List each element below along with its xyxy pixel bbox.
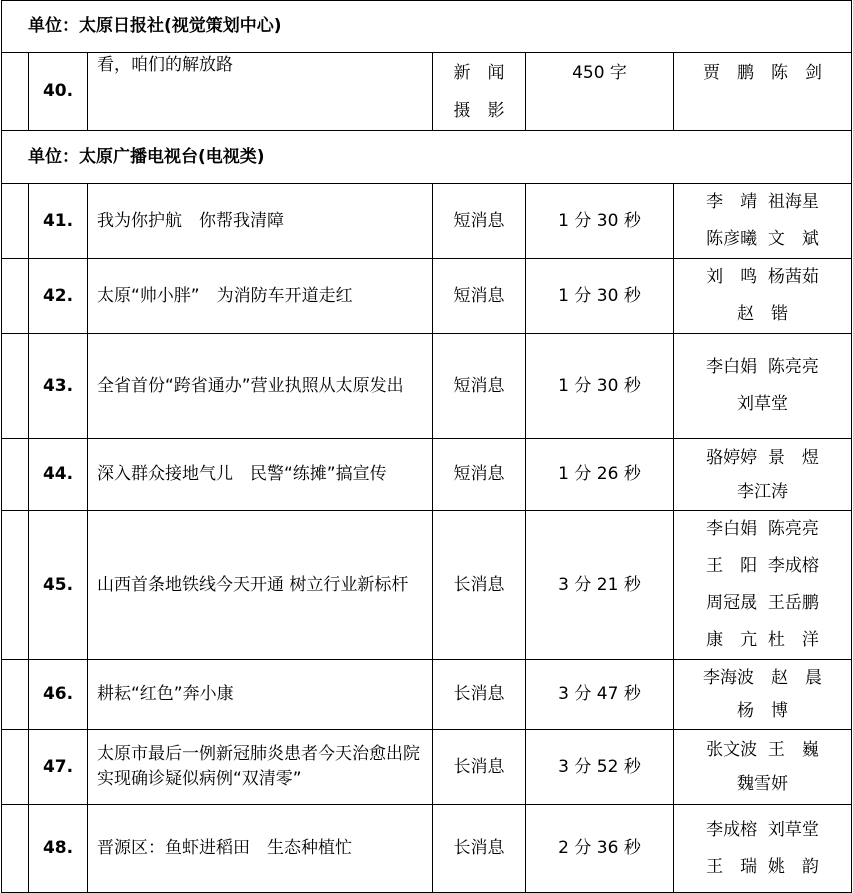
entry-title: 太原“帅小胖” 为消防车开道走红 bbox=[88, 259, 433, 334]
entry-title: 全省首份“跨省通办”营业执照从太原发出 bbox=[88, 334, 433, 439]
entry-title: 深入群众接地气儿 民警“练摊”搞宣传 bbox=[88, 439, 433, 511]
author-line: 骆婷婷 景 煜 bbox=[706, 447, 819, 468]
entry-type: 长消息 bbox=[433, 805, 526, 893]
entry-type: 短消息 bbox=[433, 259, 526, 334]
row-spacer-cell bbox=[2, 184, 29, 259]
entry-type: 短消息 bbox=[433, 334, 526, 439]
entry-authors bbox=[674, 53, 852, 131]
entry-title: 太原市最后一例新冠肺炎患者今天治愈出院 实现确诊疑似病例“双清零” bbox=[88, 730, 433, 805]
row-spacer-cell bbox=[2, 805, 29, 893]
entry-title: 晋源区：鱼虾进稻田 生态种植忙 bbox=[88, 805, 433, 893]
table-row bbox=[2, 53, 852, 131]
award-list-table bbox=[1, 0, 852, 893]
entry-type bbox=[433, 53, 526, 131]
entry-type: 短消息 bbox=[433, 439, 526, 511]
section-header bbox=[2, 1, 852, 53]
entry-number: 44. bbox=[29, 439, 88, 511]
table-row bbox=[2, 439, 852, 511]
entry-type-line: 摄 影 bbox=[453, 100, 505, 121]
author-line: 刘草堂 bbox=[737, 394, 789, 414]
row-spacer-cell bbox=[2, 259, 29, 334]
entry-type: 长消息 bbox=[433, 730, 526, 805]
entry-type: 长消息 bbox=[433, 511, 526, 660]
entry-title: 耕耘“红色”奔小康 bbox=[88, 660, 433, 730]
author-line: 李白娟 陈亮亮 bbox=[706, 357, 819, 377]
entry-length: 450 字 bbox=[526, 53, 674, 131]
table-row bbox=[2, 730, 852, 805]
entry-type: 短消息 bbox=[433, 184, 526, 259]
row-spacer-cell bbox=[2, 439, 29, 511]
entry-length: 1 分 30 秒 bbox=[526, 184, 674, 259]
entry-authors bbox=[674, 660, 852, 730]
entry-authors bbox=[674, 730, 852, 805]
row-spacer-cell bbox=[2, 334, 29, 439]
entry-length: 2 分 36 秒 bbox=[526, 805, 674, 893]
entry-number: 48. bbox=[29, 805, 88, 893]
author-line: 李江涛 bbox=[737, 481, 789, 502]
entry-number: 45. bbox=[29, 511, 88, 660]
entry-authors bbox=[674, 184, 852, 259]
entry-authors bbox=[674, 805, 852, 893]
row-spacer-cell bbox=[2, 511, 29, 660]
entry-number: 46. bbox=[29, 660, 88, 730]
author-line: 康 亢 杜 洋 bbox=[706, 630, 819, 650]
entry-length: 3 分 21 秒 bbox=[526, 511, 674, 660]
entry-length: 1 分 30 秒 bbox=[526, 334, 674, 439]
table-row bbox=[2, 511, 852, 660]
entry-type: 长消息 bbox=[433, 660, 526, 730]
entry-number: 41. bbox=[29, 184, 88, 259]
entry-number: 43. bbox=[29, 334, 88, 439]
table-row bbox=[2, 660, 852, 730]
entry-title: 我为你护航 你帮我清障 bbox=[88, 184, 433, 259]
entry-title: 山西首条地铁线今天开通 树立行业新标杆 bbox=[88, 511, 433, 660]
entry-length: 1 分 30 秒 bbox=[526, 259, 674, 334]
section-header bbox=[2, 131, 852, 184]
entry-number: 47. bbox=[29, 730, 88, 805]
author-line: 李海波 赵 晨 bbox=[703, 667, 823, 688]
author-line: 李白娟 陈亮亮 bbox=[706, 519, 819, 539]
author-line: 陈彦曦 文 斌 bbox=[706, 229, 819, 249]
author-line: 杨 博 bbox=[737, 700, 789, 721]
author-line: 周冠晟 王岳鹏 bbox=[706, 593, 819, 613]
table-row bbox=[2, 259, 852, 334]
author-line: 王 阳 李成榕 bbox=[706, 556, 819, 576]
section-unit-label: 单位：太原广播电视台(电视类) bbox=[2, 131, 852, 184]
entry-type-line: 新 闻 bbox=[453, 62, 505, 83]
table-row bbox=[2, 334, 852, 439]
row-spacer-cell bbox=[2, 730, 29, 805]
entry-length: 1 分 26 秒 bbox=[526, 439, 674, 511]
author-line: 张文波 王 巍 bbox=[706, 740, 819, 760]
row-spacer-cell bbox=[2, 660, 29, 730]
section-unit-label: 单位：太原日报社(视觉策划中心) bbox=[2, 1, 852, 53]
author-line: 魏雪妍 bbox=[737, 774, 789, 794]
entry-length: 3 分 52 秒 bbox=[526, 730, 674, 805]
entry-authors bbox=[674, 439, 852, 511]
author-line: 李 靖 祖海星 bbox=[706, 192, 819, 212]
author-line: 贾 鹏 陈 剑 bbox=[703, 63, 823, 83]
author-line: 赵 锴 bbox=[737, 304, 789, 324]
author-line: 李成榕 刘草堂 bbox=[706, 819, 819, 840]
author-line: 王 瑞 姚 韵 bbox=[706, 856, 819, 877]
entry-authors bbox=[674, 334, 852, 439]
entry-number: 42. bbox=[29, 259, 88, 334]
entry-number: 40. bbox=[29, 53, 88, 131]
row-spacer-cell bbox=[2, 53, 29, 131]
entry-authors bbox=[674, 511, 852, 660]
entry-authors bbox=[674, 259, 852, 334]
table-row bbox=[2, 184, 852, 259]
entry-length: 3 分 47 秒 bbox=[526, 660, 674, 730]
author-line: 刘 鸣 杨茜茹 bbox=[706, 267, 819, 287]
table-row bbox=[2, 805, 852, 893]
entry-title: 看，咱们的解放路 bbox=[88, 53, 433, 131]
